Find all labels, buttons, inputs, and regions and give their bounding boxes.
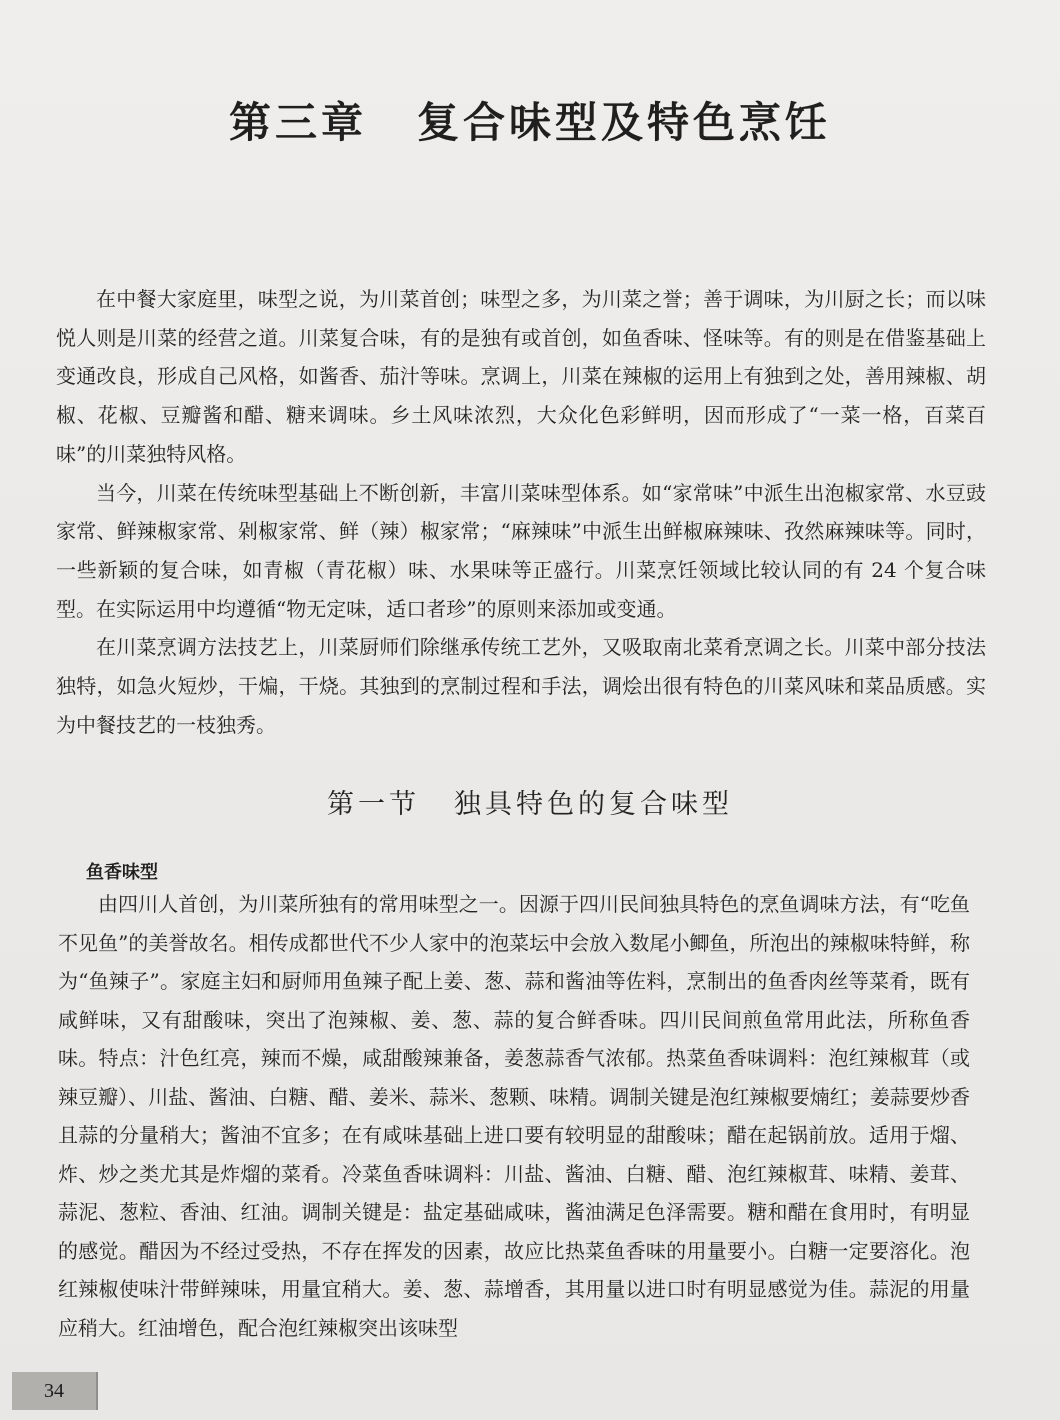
- chapter-name: 复合味型及特色烹饪: [417, 98, 832, 147]
- subsection-paragraph: 由四川人首创，为川菜所独有的常用味型之一。因源于四川民间独具特色的烹鱼调味方法，有“吃鱼不见鱼”的美誉故名。相传成都世代不少人家中的泡菜坛中会放入数尾小鲫鱼，所泡出的辣椒味特鲜，称为“鱼辣子”。家庭主妇和厨师用鱼辣子配上姜、葱、蒜和酱油等佐料，烹制出的鱼香肉丝等菜肴，既有咸鲜味，又有甜酸味，突出了泡辣椒、姜、葱、蒜的复合鲜香味。四川民间煎鱼常用此法，所称鱼香味。特点：汁色红亮，辣而不燥，咸甜酸辣兼备，姜葱蒜香气浓郁。热菜鱼香味调料：泡红辣椒茸（或辣豆瓣）、川盐、酱油、白糖、醋、姜米、蒜米、葱颗、味精。调制关键是泡红辣椒要煵红；姜蒜要炒香且蒜的分量稍大；酱油不宜多；在有咸味基础上进口要有较明显的甜酸味；醋在起锅前放。适用于熘、炸、炒之类尤其是炸熘的菜肴。冷菜鱼香味调料：川盐、酱油、白糖、醋、泡红辣椒茸、味精、姜茸、蒜泥、葱粒、香油、红油。调制关键是：盐定基础咸味，酱油满足色泽需要。糖和醋在食用时，有明显的感觉。醋因为不经过受热，不存在挥发的因素，故应比热菜鱼香味的用量要小。白糖一定要溶化。泡红辣椒使味汁带鲜辣味，用量宜稍大。姜、葱、蒜增香，其用量以进口时有明显感觉为佳。蒜泥的用量应稍大。红油增色，配合泡红辣椒突出该味型: [58, 892, 970, 1340]
- intro-paragraph-3: 在川菜烹调方法技艺上，川菜厨师们除继承传统工艺外，又吸取南北菜肴烹调之长。川菜中部分技法独特，如急火短炒，干煸，干烧。其独到的烹制过程和手法，调烩出很有特色的川菜风味和菜品质感。实为中餐技艺的一枝独秀。: [56, 635, 986, 737]
- section-title: [0, 782, 1060, 821]
- chapter-number: 第三章: [228, 98, 367, 147]
- intro-paragraph-1: 在中餐大家庭里，味型之说，为川菜首创；味型之多，为川菜之誉；善于调味，为川厨之长；而以味悦人则是川菜的经营之道。川菜复合味，有的是独有或首创，如鱼香味、怪味等。有的则是在借鉴基础上变通改良，形成自己风格，如酱香、茄汁等味。烹调上，川菜在辣椒的运用上有独到之处，善用辣椒、胡椒、花椒、豆瓣酱和醋、糖来调味。乡土风味浓烈，大众化色彩鲜明，因而形成了“一菜一格，百菜百味”的川菜独特风格。: [56, 287, 986, 466]
- subsection-heading: 鱼香味型: [86, 862, 158, 883]
- section-name: 独具特色的复合味型: [454, 789, 733, 820]
- page-number: 34: [12, 1372, 98, 1410]
- section-number: 第一节: [327, 789, 420, 820]
- chapter-title: [0, 90, 1060, 150]
- intro-text: [56, 280, 986, 744]
- subsection-body: [58, 885, 970, 1347]
- intro-paragraph-2: 当今，川菜在传统味型基础上不断创新，丰富川菜味型体系。如“家常味”中派生出泡椒家常、水豆豉家常、鲜辣椒家常、剁椒家常、鲜（辣）椒家常；“麻辣味”中派生出鲜椒麻辣味、孜然麻辣味等。同时，一些新颖的复合味，如青椒（青花椒）味、水果味等正盛行。川菜烹饪领域比较认同的有 24 个复合味型。在实际运用中均遵循“物无定味，适口者珍”的原则来添加或变通。: [56, 480, 986, 621]
